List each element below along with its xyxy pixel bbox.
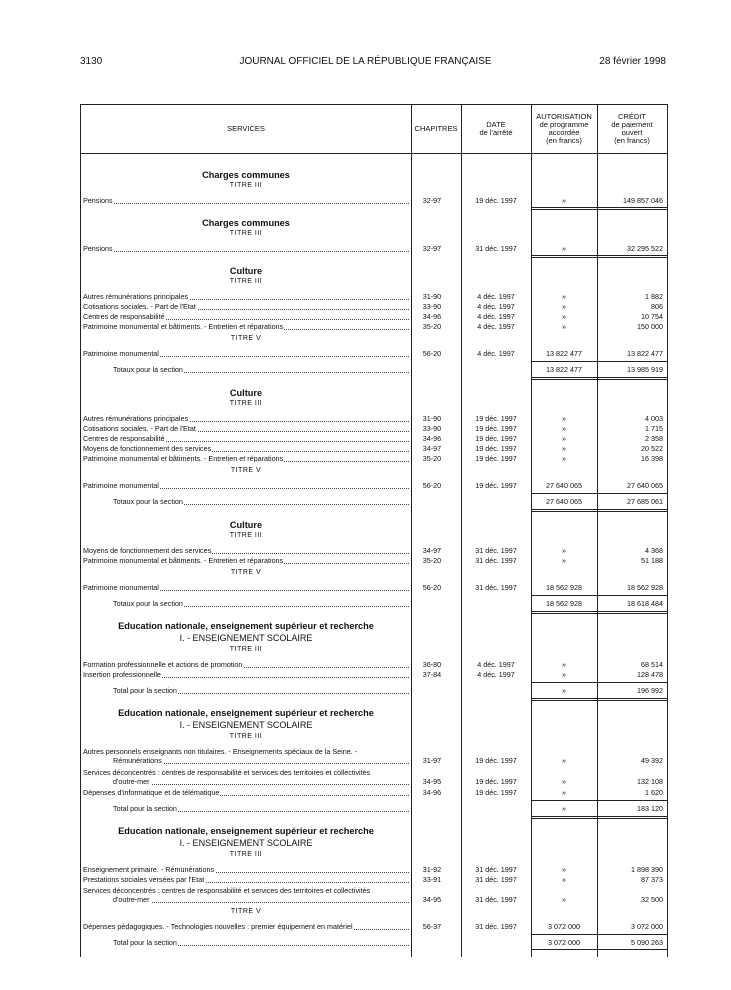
service-label [113,777,409,786]
service-label [113,938,409,947]
column-header-autorisation: AUTORISATION de programme accordée (en francs) [536,112,592,145]
service-text: Prestations sociales versées par l'Etat [83,875,205,884]
chapitre-cell: 32-97 [422,244,442,253]
service-label [83,292,409,301]
service-text: Centres de responsabilité [83,312,165,321]
service-text: Total pour la section [113,686,177,695]
title-heading: TITRE III [229,400,263,407]
autorisation-cell: » [562,454,566,463]
service-text: Rémunérations [113,756,162,765]
autorisation-cell: 27 640 065 [546,481,582,490]
credit-cell: 18 618 484 [627,599,663,608]
service-label [83,546,409,555]
chapitre-cell: 31-97 [422,756,442,765]
date-cell: 19 déc. 1997 [475,196,517,205]
section-heading: Culture [229,266,263,276]
credit-cell: 183 120 [637,804,663,813]
chapitre-cell: 34-97 [422,546,442,555]
service-label [83,481,409,490]
rule-line [531,361,667,362]
credit-cell: 87 373 [641,875,663,884]
title-heading: TITRE III [229,532,263,539]
credit-cell: 16 398 [641,454,663,463]
service-text: Patrimoine monumental et bâtiments. - Entretien et réparations [83,556,284,565]
date-cell: 19 déc. 1997 [475,788,517,797]
rule-line [531,493,667,494]
credit-cell: 13 822 477 [627,349,663,358]
title-heading: TITRE III [229,278,263,285]
service-label [83,244,409,253]
credit-cell: 196 992 [637,686,663,695]
chapitre-cell: 34-97 [422,444,442,453]
service-text: Autres rémunérations principales [83,414,189,423]
rule-line [531,682,667,683]
chapitre-cell: 56-20 [422,349,442,358]
date-cell: 19 déc. 1997 [475,777,517,786]
rule-line [531,816,667,819]
column-divider [411,104,412,957]
date-cell: 19 déc. 1997 [475,481,517,490]
date-cell: 31 déc. 1997 [475,556,517,565]
service-text: Pensions [83,244,113,253]
credit-cell: 32 295 522 [627,244,663,253]
autorisation-cell: » [562,322,566,331]
service-label [83,454,409,463]
service-text: Patrimoine monumental et bâtiments. - Entretien et réparations [83,322,284,331]
service-label [113,686,409,695]
service-label [113,365,409,374]
credit-cell: 2 358 [645,434,663,443]
section-heading: Charges communes [202,218,290,228]
rule-line [531,611,667,614]
service-label [83,434,409,443]
column-divider [461,104,462,957]
date-cell: 4 déc. 1997 [477,292,515,301]
service-text: Dépenses d'informatique et de télématique [83,788,220,797]
date-cell: 4 déc. 1997 [477,349,515,358]
chapitre-cell: 33-90 [422,424,442,433]
autorisation-cell: » [562,804,566,813]
credit-cell: 10 754 [641,312,663,321]
service-label [83,302,409,311]
chapitre-cell: 34-96 [422,434,442,443]
date-cell: 19 déc. 1997 [475,434,517,443]
dot-leader [83,203,409,204]
service-label [113,895,409,904]
autorisation-cell: » [562,444,566,453]
section-heading: Education nationale, enseignement supérieur et recherche [118,621,374,631]
date-cell: 19 déc. 1997 [475,444,517,453]
date-cell: 19 déc. 1997 [475,756,517,765]
chapitre-cell: 35-20 [422,454,442,463]
service-first-line: Services déconcentrés : centres de responsabilité et services des territoires et collectivités [83,768,371,777]
date-cell: 31 déc. 1997 [475,583,517,592]
chapitre-cell: 35-20 [422,556,442,565]
autorisation-cell: » [562,865,566,874]
autorisation-cell: » [562,424,566,433]
credit-cell: 13 985 919 [627,365,663,374]
chapitre-cell: 31-90 [422,414,442,423]
rule-line [531,207,667,210]
service-label [83,660,409,669]
section-heading: Charges communes [202,170,290,180]
credit-cell: 1 898 390 [631,865,663,874]
service-text: Formation professionnelle et actions de promotion [83,660,243,669]
service-label [83,196,409,205]
service-label [83,322,409,331]
service-label [113,804,409,813]
credit-cell: 20 522 [641,444,663,453]
autorisation-cell: » [562,244,566,253]
title-heading: TITRE III [229,182,263,189]
service-first-line: Autres personnels enseignants non titulaires. - Enseignements spéciaux de la Seine. - [83,747,358,756]
service-text: Moyens de fonctionnement des services [83,444,212,453]
autorisation-cell: » [562,414,566,423]
credit-cell: 150 000 [637,322,663,331]
service-text: Patrimoine monumental [83,349,159,358]
service-label [83,865,409,874]
credit-cell: 27 685 061 [627,497,663,506]
date-cell: 31 déc. 1997 [475,895,517,904]
autorisation-cell: » [562,556,566,565]
column-header-services: SERVICES [227,124,265,133]
service-label [83,922,409,931]
date-cell: 31 déc. 1997 [475,865,517,874]
autorisation-cell: » [562,302,566,311]
service-label [83,875,409,884]
credit-cell: 32 500 [641,895,663,904]
autorisation-cell: 27 640 065 [546,497,582,506]
date-cell: 4 déc. 1997 [477,322,515,331]
credit-cell: 18 562 928 [627,583,663,592]
budget-table [80,104,668,957]
credit-cell: 1 882 [645,292,663,301]
chapitre-cell: 35-20 [422,322,442,331]
autorisation-cell: » [562,660,566,669]
section-heading: Culture [229,388,263,398]
chapitre-cell: 31-90 [422,292,442,301]
chapitre-cell: 34-95 [422,895,442,904]
title-heading: TITRE V [230,908,262,915]
service-label [83,414,409,423]
chapitre-cell: 34-95 [422,777,442,786]
dot-leader [113,784,409,785]
service-text: Patrimoine monumental et bâtiments. - Entretien et réparations [83,454,284,463]
autorisation-cell: » [562,756,566,765]
credit-cell: 3 072 000 [631,922,663,931]
service-text: d'outre-mer [113,895,150,904]
title-heading: TITRE V [230,467,262,474]
rule-line [531,698,667,701]
service-text: Total pour la section [113,804,177,813]
date-cell: 31 déc. 1997 [475,875,517,884]
rule-line [531,377,667,380]
service-label [113,599,409,608]
title-heading: TITRE III [229,851,263,858]
title-heading: TITRE V [230,335,262,342]
column-header-date: DATE de l'arrêté [479,120,513,137]
service-label [83,788,409,797]
dot-leader [83,251,409,252]
autorisation-cell: » [562,312,566,321]
service-label [83,583,409,592]
autorisation-cell: 3 072 000 [548,922,580,931]
service-label [83,670,409,679]
service-label [113,497,409,506]
date-cell: 4 déc. 1997 [477,660,515,669]
table-header [81,104,667,154]
rule-line [531,595,667,596]
service-text: Autres rémunérations principales [83,292,189,301]
service-text: Total pour la section [113,938,177,947]
autorisation-cell: 18 562 928 [546,599,582,608]
title-heading: TITRE III [229,646,263,653]
title-heading: TITRE III [229,230,263,237]
date-cell: 4 déc. 1997 [477,670,515,679]
section-heading: Culture [229,520,263,530]
section-heading: Education nationale, enseignement supérieur et recherche [118,708,374,718]
chapitre-cell: 56-20 [422,481,442,490]
credit-cell: 68 514 [641,660,663,669]
service-text: Totaux pour la section [113,599,183,608]
credit-cell: 49 392 [641,756,663,765]
chapitre-cell: 56-20 [422,583,442,592]
service-text: Cotisations sociales. - Part de l'Etat [83,302,196,311]
chapitre-cell: 34-96 [422,312,442,321]
service-text: Patrimoine monumental [83,583,159,592]
autorisation-cell: 13 822 477 [546,365,582,374]
autorisation-cell: » [562,788,566,797]
credit-cell: 4 368 [645,546,663,555]
rule-line [531,949,667,950]
service-first-line: Services déconcentrés : centres de responsabilité et services des territoires et collectivités [83,886,371,895]
date-cell: 4 déc. 1997 [477,302,515,311]
chapitre-cell: 34-96 [422,788,442,797]
autorisation-cell: » [562,196,566,205]
chapitre-cell: 33-91 [422,875,442,884]
column-header-chapitres: CHAPITRES [414,124,458,133]
service-label [113,756,409,765]
rule-line [531,255,667,258]
service-text: d'outre-mer [113,777,150,786]
section-heading: Education nationale, enseignement supérieur et recherche [118,826,374,836]
subsection-heading: I. - ENSEIGNEMENT SCOLAIRE [179,633,313,643]
chapitre-cell: 56-37 [422,922,442,931]
column-divider [597,104,598,957]
title-heading: TITRE III [229,733,263,740]
service-text: Pensions [83,196,113,205]
chapitre-cell: 31-92 [422,865,442,874]
chapitre-cell: 36-80 [422,660,442,669]
autorisation-cell: » [562,434,566,443]
service-label [83,312,409,321]
chapitre-cell: 37-84 [422,670,442,679]
autorisation-cell: 13 822 477 [546,349,582,358]
service-text: Patrimoine monumental [83,481,159,490]
autorisation-cell: » [562,292,566,301]
date-cell: 31 déc. 1997 [475,922,517,931]
rule-line [531,509,667,512]
credit-cell: 806 [651,302,663,311]
service-text: Dépenses pédagogiques. - Technologies nouvelles : premier équipement en matériel [83,922,353,931]
autorisation-cell: » [562,686,566,695]
autorisation-cell: » [562,895,566,904]
credit-cell: 149 857 046 [623,196,663,205]
date-cell: 19 déc. 1997 [475,424,517,433]
column-header-credit: CRÉDIT de paiement ouvert (en francs) [611,112,653,145]
service-text: Cotisations sociales. - Part de l'Etat [83,424,196,433]
date-cell: 4 déc. 1997 [477,312,515,321]
credit-cell: 1 620 [645,788,663,797]
date-cell: 31 déc. 1997 [475,244,517,253]
service-label [83,444,409,453]
rule-line [531,934,667,935]
autorisation-cell: » [562,875,566,884]
credit-cell: 128 478 [637,670,663,679]
date-cell: 19 déc. 1997 [475,454,517,463]
service-text: Moyens de fonctionnement des services [83,546,212,555]
page-date: 28 février 1998 [599,56,666,67]
autorisation-cell: 18 562 928 [546,583,582,592]
page-number: 3130 [80,56,103,67]
column-divider [531,104,532,957]
credit-cell: 4 003 [645,414,663,423]
chapitre-cell: 32-97 [422,196,442,205]
service-text: Insertion professionnelle [83,670,161,679]
autorisation-cell: » [562,777,566,786]
subsection-heading: I. - ENSEIGNEMENT SCOLAIRE [179,838,313,848]
chapitre-cell: 33-90 [422,302,442,311]
credit-cell: 51 188 [641,556,663,565]
title-heading: TITRE V [230,569,262,576]
subsection-heading: I. - ENSEIGNEMENT SCOLAIRE [179,720,313,730]
autorisation-cell: » [562,546,566,555]
credit-cell: 1 715 [645,424,663,433]
service-text: Centres de responsabilité [83,434,165,443]
journal-title: JOURNAL OFFICIEL DE LA RÉPUBLIQUE FRANÇAISE [239,56,492,67]
rule-line [531,800,667,801]
date-cell: 31 déc. 1997 [475,546,517,555]
dot-leader [113,902,409,903]
service-label [83,349,409,358]
credit-cell: 132 108 [637,777,663,786]
date-cell: 19 déc. 1997 [475,414,517,423]
credit-cell: 5 090 263 [631,938,663,947]
service-text: Totaux pour la section [113,497,183,506]
autorisation-cell: » [562,670,566,679]
service-text: Enseignement primaire. - Rémunérations [83,865,215,874]
service-label [83,556,409,565]
credit-cell: 27 640 065 [627,481,663,490]
autorisation-cell: 3 072 000 [548,938,580,947]
service-text: Totaux pour la section [113,365,183,374]
service-label [83,424,409,433]
